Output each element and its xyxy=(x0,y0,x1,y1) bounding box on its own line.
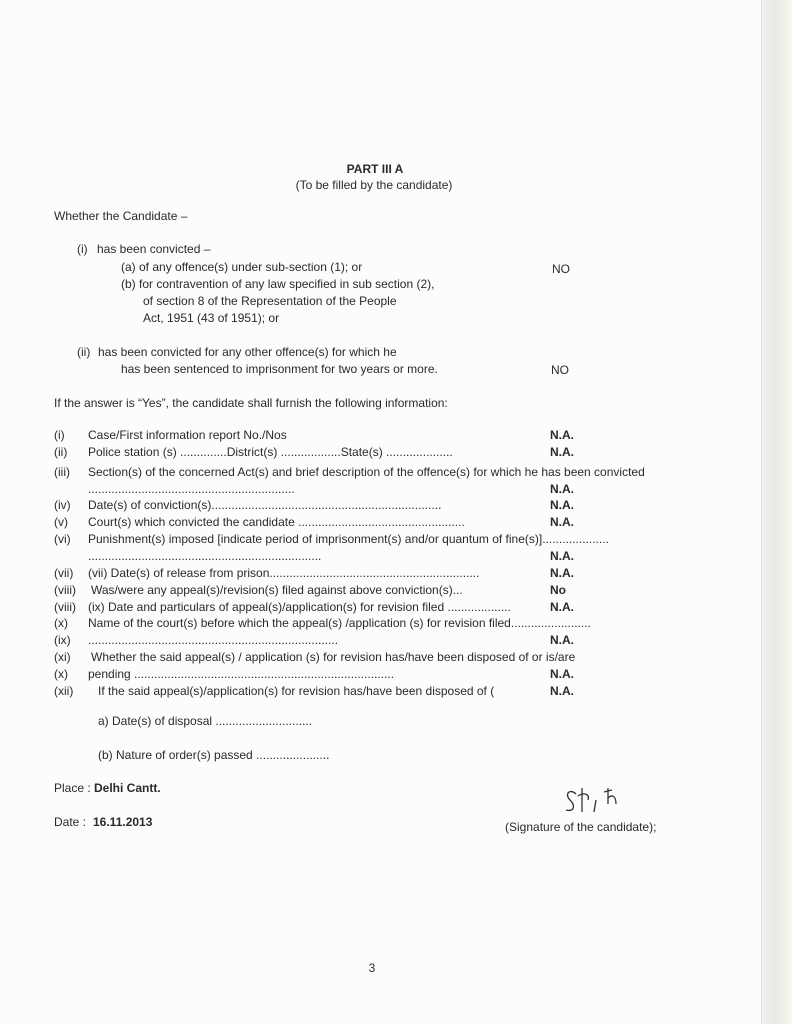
item-number: (viii) xyxy=(54,600,76,614)
place-value: Delhi Cantt. xyxy=(94,781,161,795)
q1-part-b-line3: Act, 1951 (43 of 1951); or xyxy=(143,311,280,325)
item-number: (xii) xyxy=(54,684,74,698)
item-text: Punishment(s) imposed [indicate period of imprisonment(s) and/or quantum of fine(s)].................... xyxy=(88,532,609,546)
item-answer: N.A. xyxy=(550,549,574,563)
item-answer: No xyxy=(550,583,566,597)
item-text: .............................................................. xyxy=(88,482,295,496)
intro-text: Whether the Candidate – xyxy=(54,209,188,223)
date-label: Date : xyxy=(54,815,87,829)
item-answer: N.A. xyxy=(550,684,574,698)
item-text: Police station (s) ..............District(s) ..................State(s) .................... xyxy=(88,445,453,459)
item-text: Date(s) of conviction(s)..................................................................... xyxy=(88,498,442,512)
item-number: (iii) xyxy=(54,465,70,479)
item-text: (ix) Date and particulars of appeal(s)/application(s) for revision filed ................... xyxy=(88,600,511,614)
item-answer: N.A. xyxy=(550,445,574,459)
handwritten-signature xyxy=(560,782,640,822)
q1-part-b-line1: (b) for contravention of any law specified in sub section (2), xyxy=(121,277,435,291)
item-number: (xi) xyxy=(54,650,71,664)
item-answer: N.A. xyxy=(550,667,574,681)
paper-edge xyxy=(761,0,792,1024)
item-answer: N.A. xyxy=(550,498,574,512)
item-text: ........................................................................... xyxy=(88,633,339,647)
item-answer: N.A. xyxy=(550,428,574,442)
if-yes-instruction: If the answer is “Yes”, the candidate shall furnish the following information: xyxy=(54,396,448,410)
item-answer: N.A. xyxy=(550,633,574,647)
q2-text-line2: has been sentenced to imprisonment for two years or more. xyxy=(121,362,438,376)
item-number: (iv) xyxy=(54,498,71,512)
item-text: Whether the said appeal(s) / application (s) for revision has/have been disposed of or is/are xyxy=(91,650,576,664)
q1-part-a: (a) of any offence(s) under sub-section (1); or xyxy=(121,260,363,274)
item-text: Section(s) of the concerned Act(s) and brief description of the offence(s) for which he has been convicted xyxy=(88,465,645,479)
item-answer: N.A. xyxy=(550,566,574,580)
item-answer: N.A. xyxy=(550,482,574,496)
page-number: 3 xyxy=(368,961,376,975)
item-number: (ix) xyxy=(54,633,71,647)
disposal-date-line: a) Date(s) of disposal ............................. xyxy=(98,714,313,728)
signature-caption: (Signature of the candidate); xyxy=(505,820,657,834)
q2-label: (ii) xyxy=(77,345,91,359)
item-number: (viii) xyxy=(54,583,76,597)
q1-label: (i) xyxy=(77,242,88,256)
item-text: (vii) Date(s) of release from prison............................................................... xyxy=(88,566,480,580)
item-text: Court(s) which convicted the candidate .................................................. xyxy=(88,515,465,529)
nature-of-order-line: (b) Nature of order(s) passed ...................... xyxy=(98,748,330,762)
item-number: (v) xyxy=(54,515,68,529)
place-label: Place : xyxy=(54,781,91,795)
part-subtitle: (To be filled by the candidate) xyxy=(295,178,453,192)
q1-answer: NO xyxy=(552,262,570,276)
part-title: PART III A xyxy=(346,162,404,176)
item-number: (i) xyxy=(54,428,65,442)
item-number: (x) xyxy=(54,616,68,630)
item-number: (vi) xyxy=(54,532,71,546)
q1-text: has been convicted – xyxy=(97,242,211,256)
item-text: If the said appeal(s)/application(s) for revision has/have been disposed of ( xyxy=(98,684,495,698)
q1-part-b-line2: of section 8 of the Representation of the People xyxy=(143,294,397,308)
q2-text-line1: has been convicted for any other offence(s) for which he xyxy=(98,345,397,359)
q2-answer: NO xyxy=(551,363,569,377)
item-text: ...................................................................... xyxy=(88,549,322,563)
item-text: Name of the court(s) before which the appeal(s) /application (s) for revision filed........................ xyxy=(88,616,591,630)
date-value: 16.11.2013 xyxy=(93,815,153,829)
item-number: (vii) xyxy=(54,566,74,580)
item-answer: N.A. xyxy=(550,600,574,614)
item-text: pending .............................................................................. xyxy=(88,667,395,681)
item-answer: N.A. xyxy=(550,515,574,529)
item-number: (ii) xyxy=(54,445,68,459)
item-text: Was/were any appeal(s)/revision(s) filed against above conviction(s)... xyxy=(91,583,463,597)
item-text: Case/First information report No./Nos xyxy=(88,428,287,442)
item-number: (x) xyxy=(54,667,68,681)
